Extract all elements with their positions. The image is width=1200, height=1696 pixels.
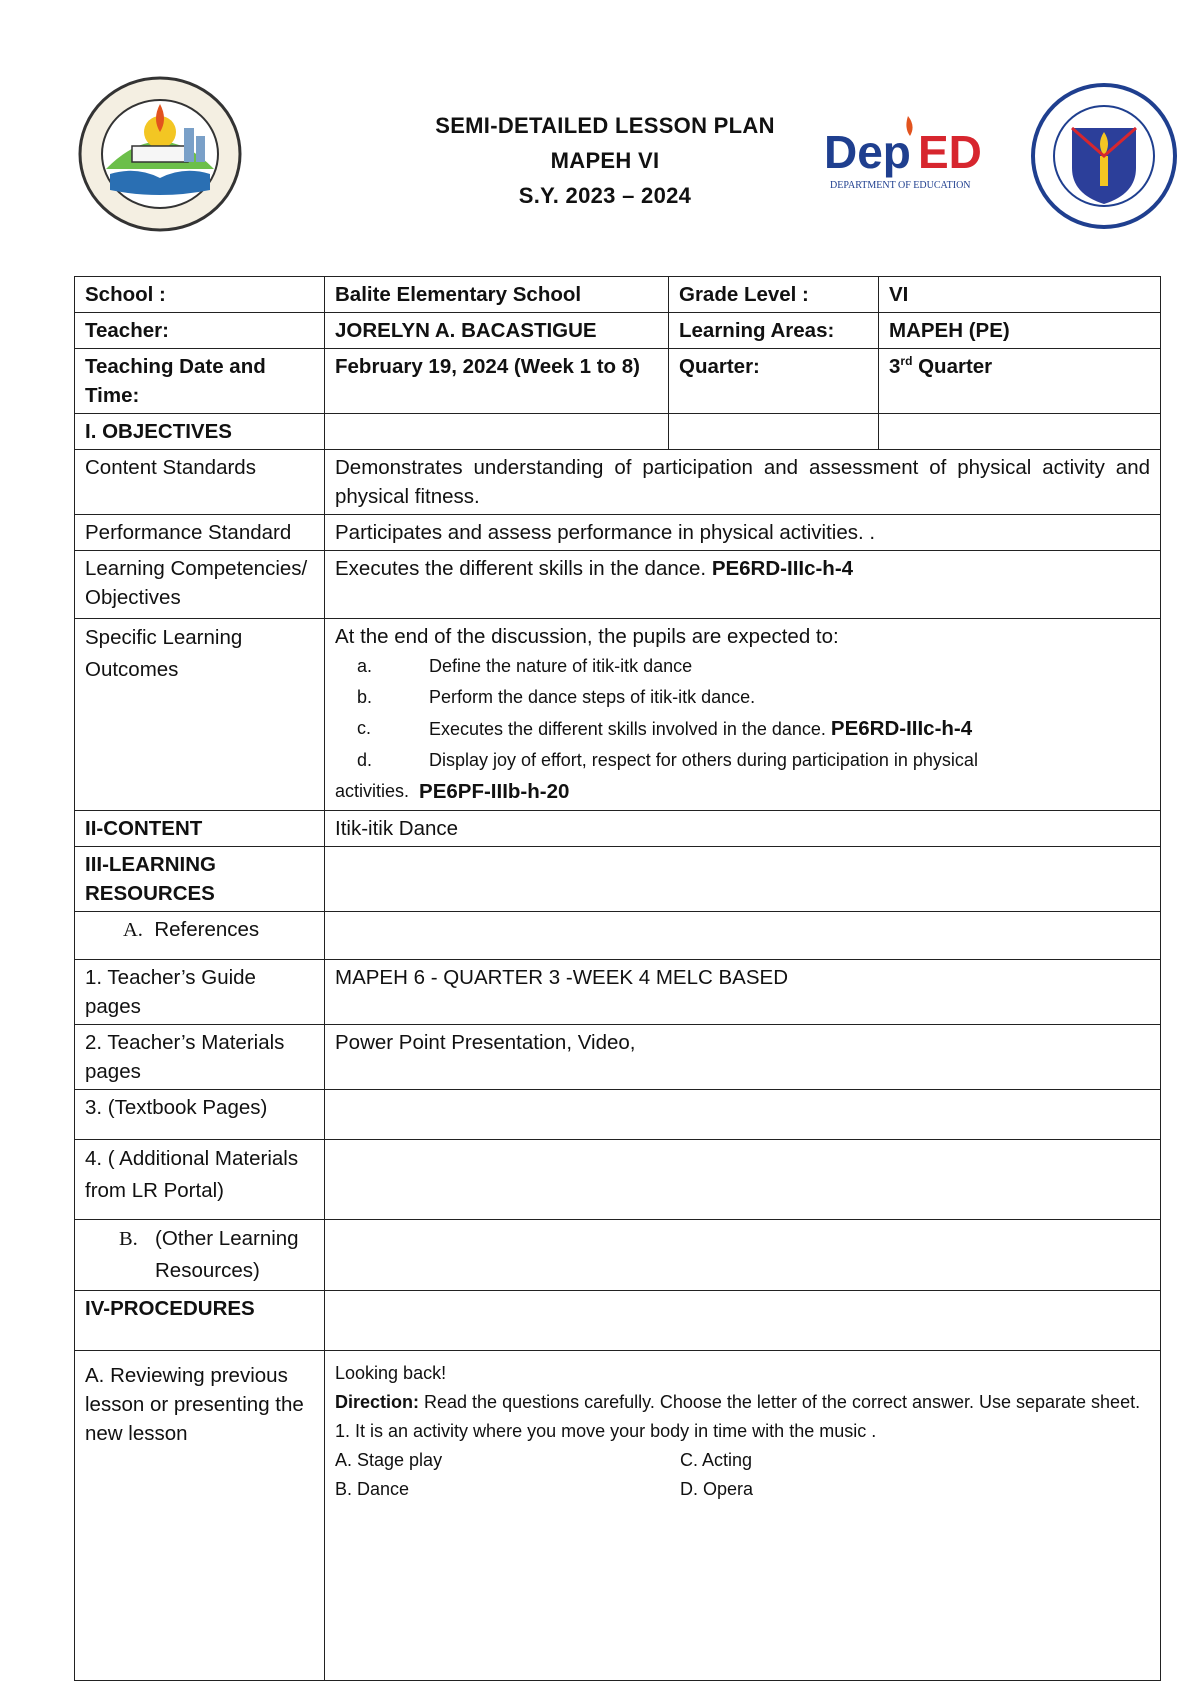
references-row (75, 912, 1161, 960)
objectives-heading: I. OBJECTIVES (75, 414, 325, 450)
teachers-guide-label: 1. Teacher’s Guide pages (75, 960, 325, 1025)
direction-text (335, 1388, 1150, 1417)
other-resources-cell (75, 1220, 325, 1291)
empty-cell (325, 1291, 1161, 1351)
deped-logo (820, 110, 1005, 200)
outcome-mark: a. (357, 656, 373, 676)
teacher-label: Teacher: (75, 313, 325, 349)
other-resources-row (75, 1220, 1161, 1291)
objectives-heading-row (75, 414, 1161, 450)
svg-text:Dep: Dep (824, 126, 911, 178)
content-standards-value: Demonstrates understanding of participation and assessment of physical activity and physical fitness. (325, 450, 1161, 515)
reviewing-content (325, 1351, 1161, 1681)
teachers-guide-value: MAPEH 6 - QUARTER 3 -WEEK 4 MELC BASED (325, 960, 1161, 1025)
outcomes-list (335, 651, 1150, 807)
option-d: D. Opera (680, 1479, 754, 1499)
title-line-2: MAPEH VI (550, 148, 660, 173)
teachers-guide-row (75, 960, 1161, 1025)
learning-resources-heading: III-LEARNING RESOURCES (75, 847, 325, 912)
document-header (0, 0, 1200, 250)
teachers-materials-row (75, 1025, 1161, 1090)
references-label-cell (75, 912, 325, 960)
reviewing-label: A. Reviewing previous lesson or presenting the new lesson (75, 1351, 325, 1681)
learning-area-value: MAPEH (PE) (879, 313, 1161, 349)
outcome-d-continued: activities. (335, 781, 420, 801)
procedures-heading-row (75, 1291, 1161, 1351)
learning-competencies-value (325, 551, 1161, 619)
looking-back: Looking back! (335, 1363, 447, 1383)
quarter-word: Quarter (912, 355, 993, 378)
option-b: B. Dance (335, 1479, 410, 1499)
teacher-value: JORELYN A. BACASTIGUE (325, 313, 669, 349)
lesson-plan-table (74, 276, 1161, 1681)
school-value: Balite Elementary School (325, 277, 669, 313)
learning-resources-row (75, 847, 1161, 912)
empty-cell (325, 1140, 1161, 1220)
procedures-heading: IV-PROCEDURES (75, 1291, 325, 1351)
quarter-suffix: rd (900, 354, 913, 369)
outcome-code: PE6RD-IIIc-h-4 (830, 717, 973, 740)
empty-cell (325, 912, 1161, 960)
references-label: References (154, 918, 260, 941)
empty-cell (325, 414, 669, 450)
grade-value: VI (879, 277, 1161, 313)
teacher-row (75, 313, 1161, 349)
document-title (380, 108, 830, 213)
additional-materials-label: 4. ( Additional Materials from LR Portal) (75, 1140, 325, 1220)
direction-body: Read the questions carefully. Choose the letter of the correct answer. Use separate sheet. (419, 1392, 1141, 1412)
date-label: Teaching Date and Time: (75, 349, 325, 414)
outcome-item (335, 745, 1150, 776)
question-1: 1. It is an activity where you move your body in time with the music . (335, 1421, 877, 1441)
reviewing-row (75, 1351, 1161, 1681)
outcome-text: Executes the different skills involved in the dance. (429, 719, 831, 739)
empty-cell (669, 414, 879, 450)
outcome-text: Perform the dance steps of itik-itk dance. (429, 687, 756, 707)
outcome-text: Define the nature of itik-itk dance (429, 656, 693, 676)
specific-outcomes-value (325, 619, 1161, 811)
grade-label: Grade Level : (669, 277, 879, 313)
competency-text: Executes the different skills in the dance. (335, 557, 712, 580)
performance-standard-row (75, 515, 1161, 551)
content-heading: II-CONTENT (75, 811, 325, 847)
outcome-item (335, 651, 1150, 682)
additional-materials-row (75, 1140, 1161, 1220)
specific-outcomes-intro: At the end of the discussion, the pupils are expected to: (335, 625, 839, 648)
answer-options (335, 1446, 1150, 1504)
title-line-3: S.Y. 2023 – 2024 (518, 183, 692, 208)
teachers-materials-value: Power Point Presentation, Video, (325, 1025, 1161, 1090)
outcome-item (335, 713, 1150, 745)
content-value: Itik-itik Dance (325, 811, 1161, 847)
outcome-mark: b. (357, 687, 373, 707)
outcome-item (335, 682, 1150, 713)
performance-standard-label: Performance Standard (75, 515, 325, 551)
outcome-mark: d. (357, 750, 373, 770)
direction-label: Direction: (335, 1392, 420, 1412)
textbook-row (75, 1090, 1161, 1140)
empty-cell (879, 414, 1161, 450)
other-resources-mark: B. (119, 1228, 138, 1250)
learning-area-label: Learning Areas: (669, 313, 879, 349)
competency-code: PE6RD-IIIc-h-4 (711, 557, 854, 580)
school-row (75, 277, 1161, 313)
outcome-mark: c. (357, 718, 372, 738)
quarter-number: 3 (889, 355, 901, 378)
specific-outcomes-label: Specific Learning Outcomes (75, 619, 325, 811)
empty-cell (325, 1220, 1161, 1291)
other-resources-label: (Other Learning Resources) (155, 1227, 299, 1282)
teachers-materials-label: 2. Teacher’s Materials pages (75, 1025, 325, 1090)
references-mark: A. (123, 919, 143, 941)
learning-competencies-row (75, 551, 1161, 619)
quarter-label: Quarter: (669, 349, 879, 414)
empty-cell (325, 847, 1161, 912)
date-value: February 19, 2024 (Week 1 to 8) (325, 349, 669, 414)
textbook-label: 3. (Textbook Pages) (75, 1090, 325, 1140)
date-row (75, 349, 1161, 414)
empty-cell (325, 1090, 1161, 1140)
option-a: A. Stage play (335, 1450, 443, 1470)
quarter-value (879, 349, 1161, 414)
title-line-1: SEMI-DETAILED LESSON PLAN (435, 113, 775, 138)
specific-outcomes-row (75, 619, 1161, 811)
learning-competencies-label: Learning Competencies/ Objectives (75, 551, 325, 619)
division-logo (76, 74, 244, 234)
content-row (75, 811, 1161, 847)
outcome-item-continued (335, 776, 1150, 807)
svg-text:DEPARTMENT OF EDUCATION: DEPARTMENT OF EDUCATION (830, 180, 971, 191)
school-label: School : (75, 277, 325, 313)
svg-text:ED: ED (918, 126, 982, 178)
outcome-d-code: PE6PF-IIIb-h-20 (419, 780, 570, 803)
performance-standard-value: Participates and assess performance in physical activities. . (325, 515, 1161, 551)
option-c: C. Acting (680, 1450, 753, 1470)
content-standards-label: Content Standards (75, 450, 325, 515)
content-standards-row (75, 450, 1161, 515)
deped-seal-logo (1030, 82, 1178, 230)
outcome-text: Display joy of effort, respect for others during participation in physical (429, 750, 978, 770)
